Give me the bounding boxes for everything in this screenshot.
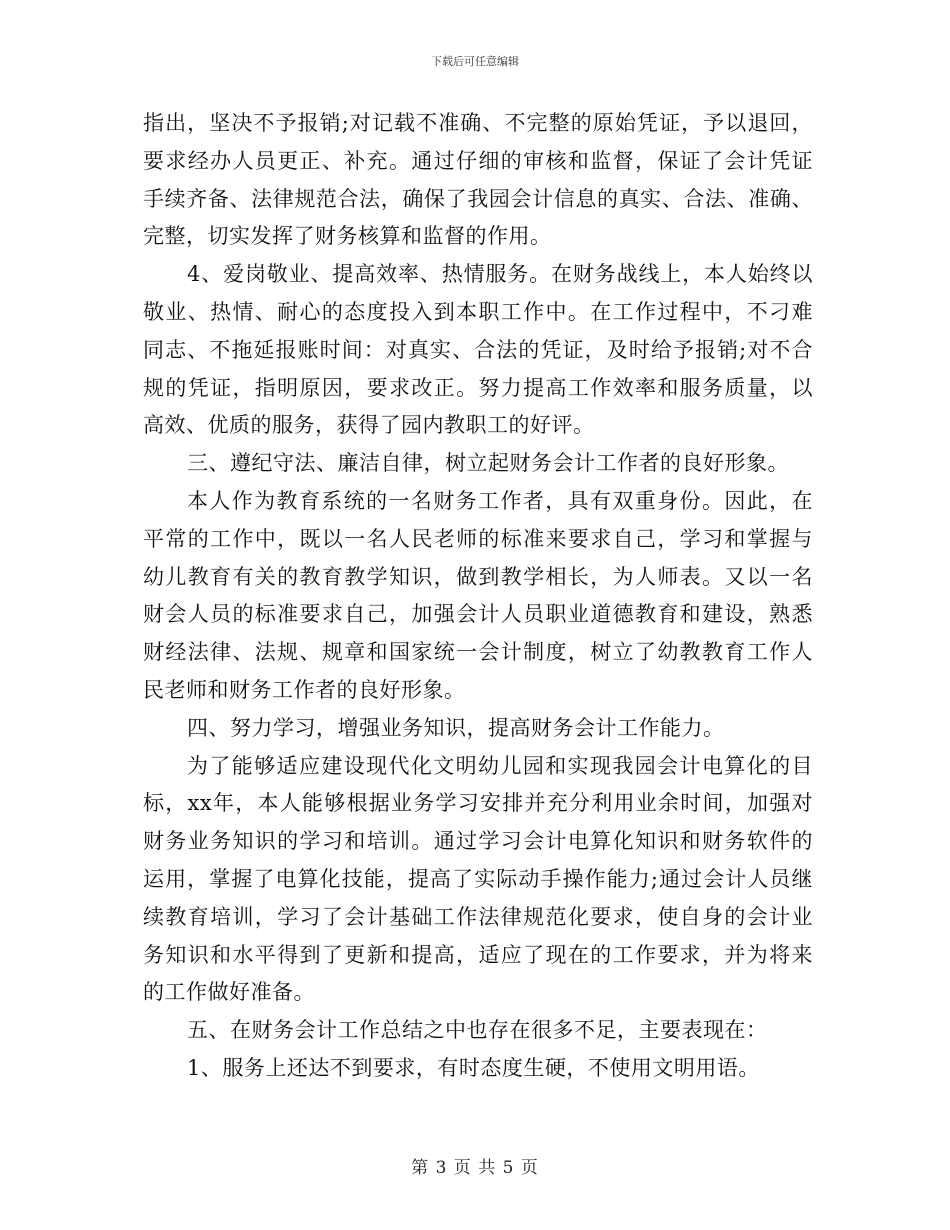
text-line: 平常的工作中，既以一名人民老师的标准来要求自己，学习和掌握与	[143, 526, 813, 551]
text-line: 财务业务知识的学习和培训。通过学习会计电算化知识和财务软件的	[143, 829, 813, 854]
text-line: 规的凭证，指明原因，要求改正。努力提高工作效率和服务质量，以	[143, 375, 813, 400]
text-line: 要求经办人员更正、补充。通过仔细的审核和监督，保证了会计凭证	[143, 148, 813, 173]
text-line: 财会人员的标准要求自己，加强会计人员职业道德教育和建设，熟悉	[143, 602, 813, 627]
text-line: 高效、优质的服务，获得了园内教职工的好评。	[143, 413, 595, 438]
section-heading: 五、在财务会计工作总结之中也存在很多不足，主要表现在：	[187, 1018, 768, 1043]
section-heading: 四、努力学习，增强业务知识，提高财务会计工作能力。	[187, 715, 725, 740]
text-line: 续教育培训，学习了会计基础工作法律规范化要求，使自身的会计业	[143, 904, 813, 929]
text-line: 务知识和水平得到了更新和提高，适应了现在的工作要求，并为将来	[143, 942, 813, 967]
page-header-note: 下载后可任意编辑	[431, 55, 519, 68]
page-number: 第 3 页 共 5 页	[411, 1158, 539, 1178]
text-line: 同志、不拖延报账时间：对真实、合法的凭证，及时给予报销;对不合	[143, 337, 813, 362]
text-line: 4、爱岗敬业、提高效率、热情服务。在财务战线上，本人始终以	[187, 262, 813, 287]
text-line: 手续齐备、法律规范合法，确保了我园会计信息的真实、合法、准确、	[143, 186, 813, 211]
text-line: 完整，切实发挥了财务核算和监督的作用。	[143, 224, 552, 249]
text-line: 1、服务上还达不到要求，有时态度生硬，不使用文明用语。	[187, 1055, 760, 1080]
text-line: 敬业、热情、耐心的态度投入到本职工作中。在工作过程中，不刁难	[143, 299, 813, 324]
text-line: 运用，掌握了电算化技能，提高了实际动手操作能力;通过会计人员继	[143, 866, 813, 891]
section-heading: 三、遵纪守法、廉洁自律，树立起财务会计工作者的良好形象。	[187, 451, 789, 476]
text-line: 民老师和财务工作者的良好形象。	[143, 677, 466, 702]
text-line: 为了能够适应建设现代化文明幼儿园和实现我园会计电算化的目	[187, 753, 813, 778]
text-line: 本人作为教育系统的一名财务工作者，具有双重身份。因此，在	[187, 488, 813, 513]
text-line: 指出，坚决不予报销;对记载不准确、不完整的原始凭证，予以退回，	[143, 111, 813, 135]
text-line: 财经法律、法规、规章和国家统一会计制度，树立了幼教教育工作人	[143, 640, 813, 665]
document-body	[143, 105, 813, 1088]
text-line: 的工作做好准备。	[143, 980, 315, 1005]
text-line: 幼儿教育有关的教育教学知识，做到教学相长，为人师表。又以一名	[143, 564, 813, 589]
text-line: 标，xx年，本人能够根据业务学习安排并充分利用业余时间，加强对	[143, 791, 813, 816]
